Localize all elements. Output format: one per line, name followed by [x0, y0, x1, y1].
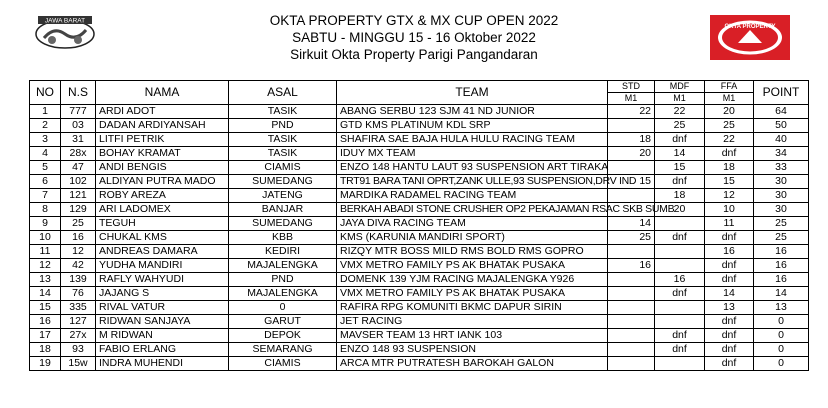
- cell-ns: 139: [61, 273, 96, 287]
- col-nama: NAMA: [96, 81, 229, 105]
- cell-mdf: [655, 259, 705, 273]
- table-row: [30, 259, 809, 273]
- cell-std: [608, 161, 655, 175]
- cell-ns: 42: [61, 259, 96, 273]
- cell-mdf: dnf: [655, 343, 705, 357]
- cell-asal: GARUT: [229, 315, 337, 329]
- cell-ffa: 15: [705, 175, 754, 189]
- cell-nama: RAFLY WAHYUDI: [96, 273, 229, 287]
- cell-nama: CHUKAL KMS: [96, 231, 229, 245]
- cell-point: 14: [754, 287, 809, 301]
- cell-team: BERKAH ABADI STONE CRUSHER OP2 PEKAJAMAN RSAC SKB SUMB: [337, 203, 608, 217]
- cell-asal: SUMEDANG: [229, 175, 337, 189]
- cell-team: ENZO 148 HANTU LAUT 93 SUSPENSION ART TIRAKA: [337, 161, 608, 175]
- cell-team: RIZQY MTR BOSS MILD RMS BOLD RMS GOPRO: [337, 245, 608, 259]
- cell-no: 3: [30, 133, 61, 147]
- cell-ns: 121: [61, 189, 96, 203]
- cell-ns: 76: [61, 287, 96, 301]
- cell-std: [608, 315, 655, 329]
- cell-ns: 25: [61, 217, 96, 231]
- cell-no: 11: [30, 245, 61, 259]
- cell-team: VMX METRO FAMILY PS AK BHATAK PUSAKA: [337, 259, 608, 273]
- cell-std: [608, 119, 655, 133]
- cell-ffa: 11: [705, 217, 754, 231]
- cell-asal: TASIK: [229, 105, 337, 119]
- cell-std: [608, 343, 655, 357]
- cell-std: [608, 329, 655, 343]
- cell-ffa: 22: [705, 133, 754, 147]
- cell-ffa: 10: [705, 203, 754, 217]
- cell-nama: ROBY AREZA: [96, 189, 229, 203]
- table-row: [30, 287, 809, 301]
- table-row: [30, 231, 809, 245]
- cell-ffa: 13: [705, 301, 754, 315]
- cell-nama: RIDWAN SANJAYA: [96, 315, 229, 329]
- cell-no: 1: [30, 105, 61, 119]
- cell-std: 25: [608, 231, 655, 245]
- cell-std: [608, 245, 655, 259]
- cell-ffa: dnf: [705, 315, 754, 329]
- cell-nama: DADAN ARDIYANSAH: [96, 119, 229, 133]
- cell-ns: 47: [61, 161, 96, 175]
- cell-no: 7: [30, 189, 61, 203]
- cell-point: 0: [754, 357, 809, 371]
- event-venue: Sirkuit Okta Property Parigi Pangandaran: [290, 47, 538, 62]
- cell-asal: PND: [229, 273, 337, 287]
- event-header: [0, 12, 828, 63]
- cell-no: 18: [30, 343, 61, 357]
- cell-point: 16: [754, 259, 809, 273]
- cell-ffa: 16: [705, 245, 754, 259]
- cell-asal: PND: [229, 119, 337, 133]
- cell-nama: FABIO ERLANG: [96, 343, 229, 357]
- cell-asal: BANJAR: [229, 203, 337, 217]
- cell-team: MAVSER TEAM 13 HRT IANK 103: [337, 329, 608, 343]
- cell-ffa: dnf: [705, 147, 754, 161]
- cell-ns: 102: [61, 175, 96, 189]
- cell-mdf: dnf: [655, 231, 705, 245]
- cell-mdf: 20: [655, 203, 705, 217]
- cell-asal: MAJALENGKA: [229, 287, 337, 301]
- cell-asal: SEMARANG: [229, 343, 337, 357]
- cell-no: 15: [30, 301, 61, 315]
- table-row: [30, 203, 809, 217]
- cell-ffa: dnf: [705, 357, 754, 371]
- event-title: OKTA PROPERTY GTX & MX CUP OPEN 2022: [269, 13, 559, 28]
- cell-point: 30: [754, 203, 809, 217]
- cell-ffa: 25: [705, 119, 754, 133]
- cell-point: 64: [754, 105, 809, 119]
- cell-nama: ARDI ADOT: [96, 105, 229, 119]
- table-row: [30, 189, 809, 203]
- cell-mdf: [655, 301, 705, 315]
- cell-mdf: dnf: [655, 287, 705, 301]
- logo-right-text: OKTA PROPERTY: [724, 24, 776, 30]
- table-row: [30, 329, 809, 343]
- cell-nama: INDRA MUHENDI: [96, 357, 229, 371]
- cell-nama: YUDHA MANDIRI: [96, 259, 229, 273]
- cell-team: ARCA MTR PUTRATESH BAROKAH GALON: [337, 357, 608, 371]
- cell-point: 30: [754, 175, 809, 189]
- cell-ffa: 14: [705, 287, 754, 301]
- table-row: [30, 343, 809, 357]
- cell-nama: RIVAL VATUR: [96, 301, 229, 315]
- cell-ffa: 18: [705, 161, 754, 175]
- cell-nama: BOHAY KRAMAT: [96, 147, 229, 161]
- cell-mdf: [655, 315, 705, 329]
- col-std-m1: M1: [608, 93, 655, 105]
- cell-mdf: 22: [655, 105, 705, 119]
- logo-left-text: JAWA BARAT: [44, 17, 86, 25]
- cell-no: 17: [30, 329, 61, 343]
- cell-asal: SUMEDANG: [229, 217, 337, 231]
- table-row: [30, 315, 809, 329]
- cell-asal: 0: [229, 301, 337, 315]
- cell-std: [608, 287, 655, 301]
- cell-nama: ALDIYAN PUTRA MADO: [96, 175, 229, 189]
- cell-no: 5: [30, 161, 61, 175]
- table-row: [30, 357, 809, 371]
- cell-std: [608, 189, 655, 203]
- cell-mdf: dnf: [655, 175, 705, 189]
- table-row: [30, 301, 809, 315]
- okta-property-logo: [710, 15, 790, 60]
- cell-point: 0: [754, 315, 809, 329]
- col-no: NO: [30, 81, 61, 105]
- cell-point: 25: [754, 231, 809, 245]
- table-row: [30, 147, 809, 161]
- cell-team: RAFIRA RPG KOMUNITI BKMC DAPUR SIRIN: [337, 301, 608, 315]
- cell-point: 0: [754, 343, 809, 357]
- col-point: POINT: [754, 81, 809, 105]
- cell-point: 13: [754, 301, 809, 315]
- event-dates: SABTU - MINGGU 15 - 16 Oktober 2022: [292, 30, 536, 45]
- cell-ns: 127: [61, 315, 96, 329]
- cell-no: 14: [30, 287, 61, 301]
- cell-no: 4: [30, 147, 61, 161]
- cell-mdf: dnf: [655, 329, 705, 343]
- cell-std: 14: [608, 217, 655, 231]
- cell-ffa: dnf: [705, 231, 754, 245]
- cell-mdf: [655, 217, 705, 231]
- cell-team: ABANG SERBU 123 SJM 41 ND JUNIOR: [337, 105, 608, 119]
- cell-point: 16: [754, 245, 809, 259]
- cell-point: 25: [754, 217, 809, 231]
- cell-std: 20: [608, 147, 655, 161]
- table-row: [30, 245, 809, 259]
- cell-std: 22: [608, 105, 655, 119]
- cell-point: 34: [754, 147, 809, 161]
- cell-nama: LITFI PETRIK: [96, 133, 229, 147]
- cell-std: [608, 273, 655, 287]
- cell-std: [608, 357, 655, 371]
- cell-ns: 15w: [61, 357, 96, 371]
- cell-mdf: 16: [655, 273, 705, 287]
- table-row: [30, 133, 809, 147]
- cell-nama: ARI LADOMEX: [96, 203, 229, 217]
- col-asal: ASAL: [229, 81, 337, 105]
- col-mdf-m1: M1: [655, 93, 705, 105]
- cell-ffa: 12: [705, 189, 754, 203]
- col-mdf: MDF: [655, 81, 705, 93]
- cell-ns: 93: [61, 343, 96, 357]
- cell-no: 12: [30, 259, 61, 273]
- cell-ns: 129: [61, 203, 96, 217]
- cell-ns: 27x: [61, 329, 96, 343]
- cell-no: 10: [30, 231, 61, 245]
- table-row: [30, 161, 809, 175]
- cell-asal: TASIK: [229, 147, 337, 161]
- cell-asal: TASIK: [229, 133, 337, 147]
- cell-team: ENZO 148 93 SUSPENSION: [337, 343, 608, 357]
- cell-std: 15: [608, 175, 655, 189]
- cell-point: 30: [754, 189, 809, 203]
- cell-asal: KBB: [229, 231, 337, 245]
- cell-no: 16: [30, 315, 61, 329]
- cell-no: 13: [30, 273, 61, 287]
- cell-point: 16: [754, 273, 809, 287]
- cell-team: MARDIKA RADAMEL RACING TEAM: [337, 189, 608, 203]
- cell-mdf: dnf: [655, 133, 705, 147]
- cell-no: 8: [30, 203, 61, 217]
- results-table: [29, 80, 809, 371]
- cell-std: 18: [608, 133, 655, 147]
- cell-nama: ANDREAS DAMARA: [96, 245, 229, 259]
- cell-team: VMX METRO FAMILY PS AK BHATAK PUSAKA: [337, 287, 608, 301]
- col-ffa: FFA: [705, 81, 754, 93]
- cell-team: JET RACING: [337, 315, 608, 329]
- cell-point: 50: [754, 119, 809, 133]
- cell-point: 40: [754, 133, 809, 147]
- cell-team: TRT91 BARA TANI OPRT,ZANK ULLE,93 SUSPENSION,DRV IND: [337, 175, 608, 189]
- cell-mdf: [655, 245, 705, 259]
- cell-asal: JATENG: [229, 189, 337, 203]
- cell-std: 16: [608, 259, 655, 273]
- table-row: [30, 175, 809, 189]
- cell-ns: 12: [61, 245, 96, 259]
- cell-asal: CIAMIS: [229, 161, 337, 175]
- cell-no: 9: [30, 217, 61, 231]
- cell-team: KMS (KARUNIA MANDIRI SPORT): [337, 231, 608, 245]
- col-team: TEAM: [337, 81, 608, 105]
- cell-mdf: 14: [655, 147, 705, 161]
- cell-ffa: dnf: [705, 343, 754, 357]
- cell-ns: 31: [61, 133, 96, 147]
- cell-ffa: dnf: [705, 329, 754, 343]
- cell-team: JAYA DIVA RACING TEAM: [337, 217, 608, 231]
- cell-point: 33: [754, 161, 809, 175]
- col-ns: N.S: [61, 81, 96, 105]
- cell-mdf: 18: [655, 189, 705, 203]
- cell-std: [608, 301, 655, 315]
- col-ffa-m1: M1: [705, 93, 754, 105]
- cell-mdf: [655, 357, 705, 371]
- cell-asal: KEDIRI: [229, 245, 337, 259]
- cell-nama: ANDI BENGIS: [96, 161, 229, 175]
- cell-team: IDUY MX TEAM: [337, 147, 608, 161]
- table-row: [30, 273, 809, 287]
- cell-asal: CIAMIS: [229, 357, 337, 371]
- cell-team: DOMENK 139 YJM RACING MAJALENGKA Y926: [337, 273, 608, 287]
- cell-ns: 335: [61, 301, 96, 315]
- cell-ns: 16: [61, 231, 96, 245]
- cell-ffa: dnf: [705, 259, 754, 273]
- cell-no: 2: [30, 119, 61, 133]
- header-row: [30, 81, 809, 93]
- cell-ns: 28x: [61, 147, 96, 161]
- cell-asal: DEPOK: [229, 329, 337, 343]
- cell-ffa: 20: [705, 105, 754, 119]
- table-row: [30, 119, 809, 133]
- cell-team: SHAFIRA SAE BAJA HULA HULU RACING TEAM: [337, 133, 608, 147]
- cell-asal: MAJALENGKA: [229, 259, 337, 273]
- cell-no: 6: [30, 175, 61, 189]
- cell-ns: 03: [61, 119, 96, 133]
- results-body: [30, 105, 809, 371]
- cell-ns: 777: [61, 105, 96, 119]
- col-std: STD: [608, 81, 655, 93]
- cell-nama: TEGUH: [96, 217, 229, 231]
- table-row: [30, 217, 809, 231]
- table-row: [30, 105, 809, 119]
- cell-team: GTD KMS PLATINUM KDL SRP: [337, 119, 608, 133]
- cell-mdf: 25: [655, 119, 705, 133]
- cell-nama: M RIDWAN: [96, 329, 229, 343]
- cell-point: 0: [754, 329, 809, 343]
- cell-no: 19: [30, 357, 61, 371]
- cell-ffa: dnf: [705, 273, 754, 287]
- cell-mdf: 15: [655, 161, 705, 175]
- cell-nama: JAJANG S: [96, 287, 229, 301]
